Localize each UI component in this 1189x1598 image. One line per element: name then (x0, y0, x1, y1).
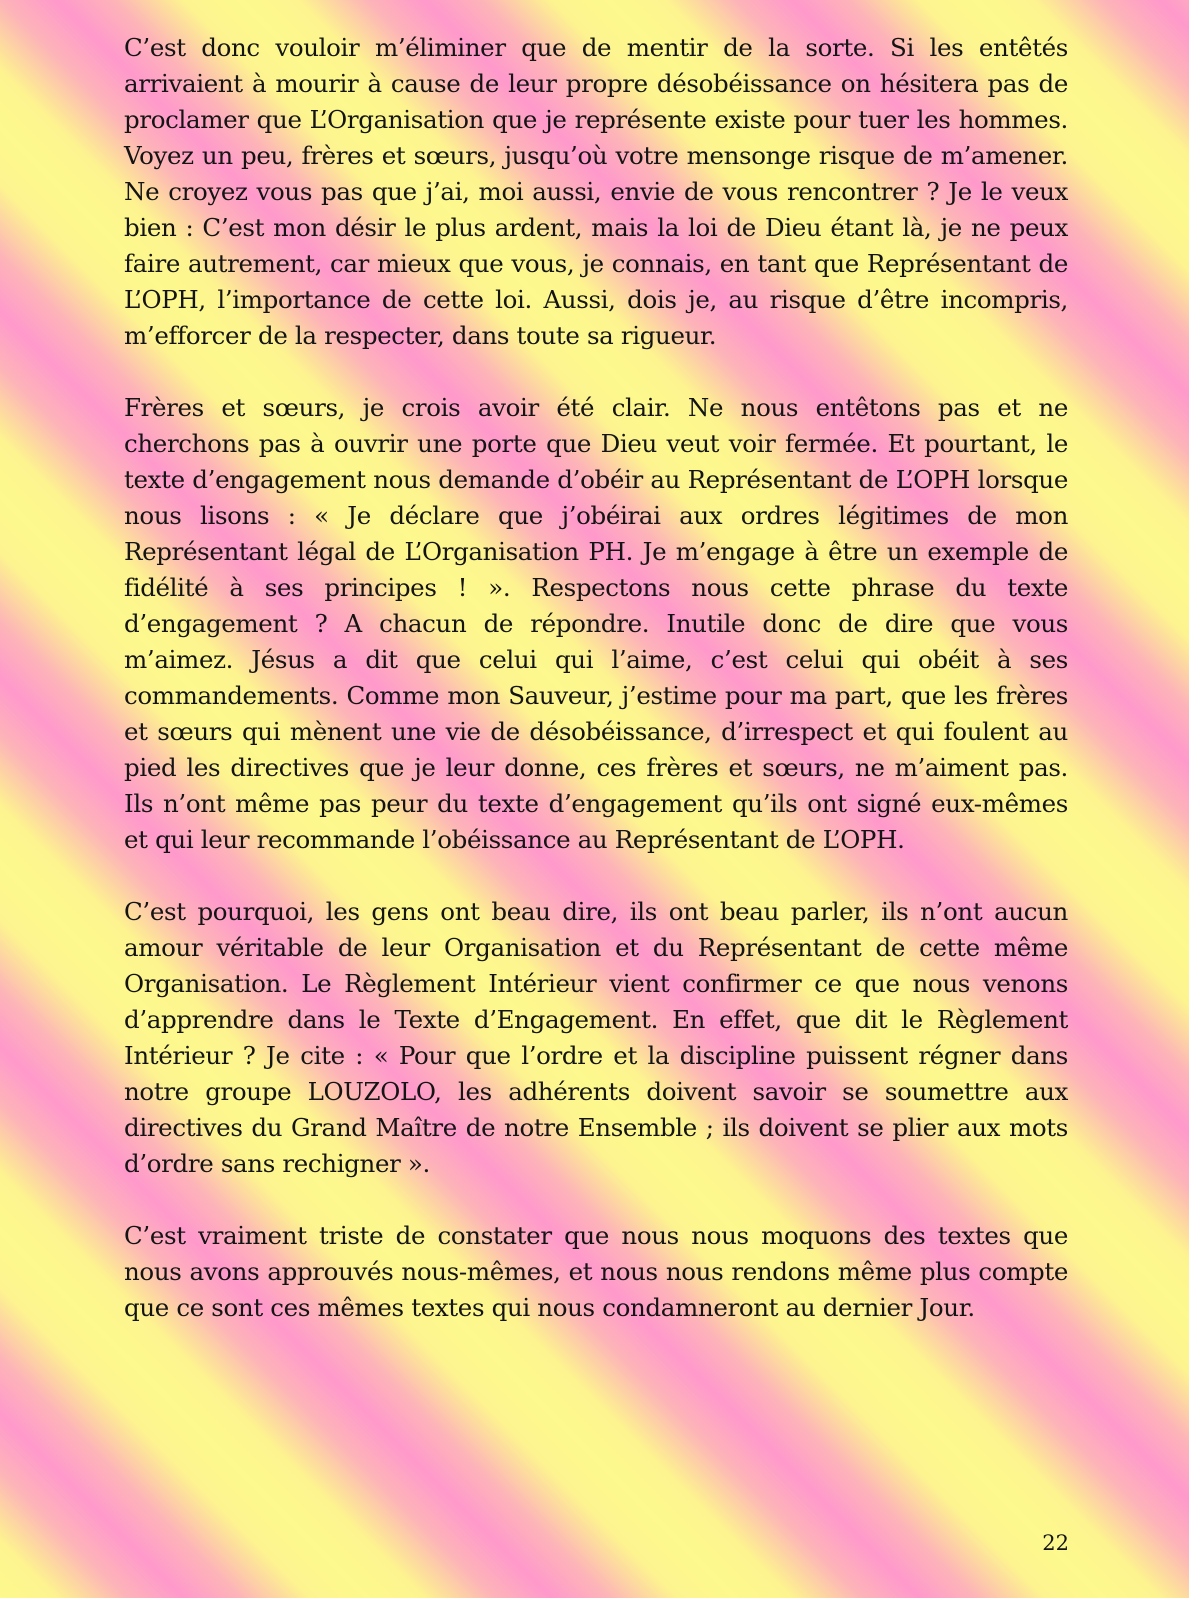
page-number: 22 (1042, 1531, 1069, 1555)
document-body (124, 30, 1068, 1362)
paragraph-1: C’est donc vouloir m’éliminer que de mentir de la sorte. Si les entêtés arrivaient à mourir à cause de leur propre désobéissance on hésitera pas de proclamer que L’Organisation que je représente existe pour tuer les hommes. Voyez un peu, frères et sœurs, jusqu’où votre mensonge risque de m’amener. Ne croyez vous pas que j’ai, moi aussi, envie de vous rencontrer ? Je le veux bien : C’est mon désir le plus ardent, mais la loi de Dieu étant là, je ne peux faire autrement, car mieux que vous, je connais, en tant que Représentant de L’OPH, l’importance de cette loi. Aussi, dois je, au risque d’être incompris, m’efforcer de la respecter, dans toute sa rigueur. (124, 33, 1068, 350)
paragraph-4: C’est vraiment triste de constater que nous nous moquons des textes que nous avons approuvés nous-mêmes, et nous nous rendons même plus compte que ce sont ces mêmes textes qui nous condamneront au dernier Jour. (124, 1221, 1068, 1322)
paragraph-2: Frères et sœurs, je crois avoir été clair. Ne nous entêtons pas et ne cherchons pas à ouvrir une porte que Dieu veut voir fermée. Et pourtant, le texte d’engagement nous demande d’obéir au Représentant de L’OPH lorsque nous lisons : « Je déclare que j’obéirai aux ordres légitimes de mon Représentant légal de L’Organisation PH. Je m’engage à être un exemple de fidélité à ses principes ! ». Respectons nous cette phrase du texte d’engagement ? A chacun de répondre. Inutile donc de dire que vous m’aimez. Jésus a dit que celui qui l’aime, c’est celui qui obéit à ses commandements. Comme mon Sauveur, j’estime pour ma part, que les frères et sœurs qui mènent une vie de désobéissance, d’irrespect et qui foulent au pied les directives que je leur donne, ces frères et sœurs, ne m’aiment pas. Ils n’ont même pas peur du texte d’engagement qu’ils ont signé eux-mêmes et qui leur recommande l’obéissance au Représentant de L’OPH. (124, 393, 1068, 854)
paragraph-3: C’est pourquoi, les gens ont beau dire, ils ont beau parler, ils n’ont aucun amour véritable de leur Organisation et du Représentant de cette même Organisation. Le Règlement Intérieur vient confirmer ce que nous venons d’apprendre dans le Texte d’Engagement. En effet, que dit le Règlement Intérieur ? Je cite : « Pour que l’ordre et la discipline puissent régner dans notre groupe LOUZOLO, les adhérents doivent savoir se soumettre aux directives du Grand Maître de notre Ensemble ; ils doivent se plier aux mots d’ordre sans rechigner ». (124, 897, 1068, 1178)
